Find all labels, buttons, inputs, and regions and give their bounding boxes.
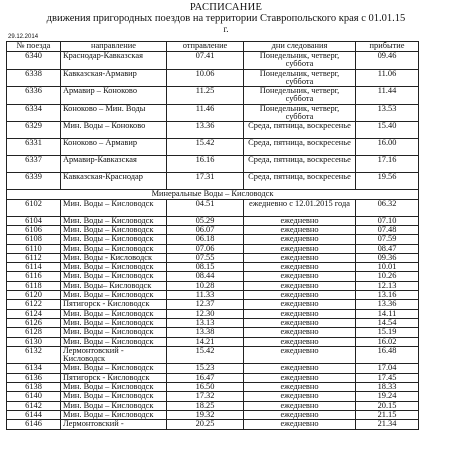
- days-cell: ежедневно: [244, 337, 356, 346]
- table-row: [7, 52, 419, 70]
- arrival-cell: 14.11: [356, 309, 419, 318]
- days-cell: ежедневно: [244, 253, 356, 262]
- departure-cell: 06.07: [167, 225, 244, 234]
- days-cell: ежедневно: [244, 300, 356, 309]
- direction-cell: Мин. Воды – Кисловодск: [61, 364, 167, 373]
- arrival-cell: 17.16: [356, 156, 419, 173]
- departure-cell: 08.15: [167, 263, 244, 272]
- arrival-cell: 19.24: [356, 392, 419, 401]
- arrival-cell: 11.44: [356, 87, 419, 105]
- direction-cell: Мин. Воды – Кисловодск: [61, 401, 167, 410]
- direction-cell: Мин. Воды – Кисловодск: [61, 309, 167, 318]
- schedule-group-regional: [7, 52, 419, 190]
- departure-cell: 11.46: [167, 104, 244, 122]
- direction-cell: Армавир-Кавказская: [61, 156, 167, 173]
- direction-cell: Мин. Воды – Кисловодск: [61, 291, 167, 300]
- direction-cell: Кавказская-Краснодар: [61, 173, 167, 190]
- train-number-cell: 6138: [7, 383, 61, 392]
- table-row: [7, 401, 419, 410]
- departure-cell: 07.06: [167, 244, 244, 253]
- days-cell: ежедневно: [244, 383, 356, 392]
- train-number-cell: 6122: [7, 300, 61, 309]
- table-row: [7, 216, 419, 225]
- departure-cell: 17.32: [167, 392, 244, 401]
- table-row: [7, 309, 419, 318]
- arrival-cell: 09.36: [356, 253, 419, 262]
- table-row: [7, 364, 419, 373]
- direction-cell: Мин. Воды – Кисловодск: [61, 328, 167, 337]
- column-header-days: дни следования: [244, 42, 356, 52]
- departure-cell: 10.28: [167, 281, 244, 290]
- departure-cell: 16.50: [167, 383, 244, 392]
- days-cell: Понедельник, четверг, суббота: [244, 69, 356, 87]
- days-cell: ежедневно: [244, 281, 356, 290]
- schedule-table: [6, 41, 419, 430]
- days-cell: Понедельник, четверг, суббота: [244, 87, 356, 105]
- departure-cell: 12.37: [167, 300, 244, 309]
- departure-cell: 12.30: [167, 309, 244, 318]
- direction-cell: Пятигорск - Кисловодск: [61, 373, 167, 382]
- arrival-cell: 07.48: [356, 225, 419, 234]
- train-number-cell: 6120: [7, 291, 61, 300]
- departure-cell: 10.06: [167, 69, 244, 87]
- table-row: [7, 337, 419, 346]
- train-number-cell: 6114: [7, 263, 61, 272]
- schedule-group-kmv: [7, 199, 419, 429]
- days-cell: ежедневно: [244, 392, 356, 401]
- direction-cell: Мин. Воды – Кисловодск: [61, 199, 167, 216]
- document-title: РАСПИСАНИЕ: [189, 2, 263, 13]
- table-row: [7, 173, 419, 190]
- days-cell: ежедневно: [244, 309, 356, 318]
- departure-cell: 16.47: [167, 373, 244, 382]
- table-row: [7, 104, 419, 122]
- days-cell: ежедневно с 12.01.2015 года: [244, 199, 356, 216]
- days-cell: Среда, пятница, воскресенье: [244, 156, 356, 173]
- departure-cell: 15.42: [167, 139, 244, 156]
- train-number-cell: 6331: [7, 139, 61, 156]
- departure-cell: 06.18: [167, 235, 244, 244]
- departure-cell: 04.51: [167, 199, 244, 216]
- table-row: [7, 87, 419, 105]
- departure-cell: 11.33: [167, 291, 244, 300]
- departure-cell: 15.23: [167, 364, 244, 373]
- table-row: [7, 253, 419, 262]
- days-cell: ежедневно: [244, 291, 356, 300]
- days-cell: ежедневно: [244, 373, 356, 382]
- departure-cell: 18.25: [167, 401, 244, 410]
- table-row: [7, 318, 419, 327]
- schedule-section-header: [7, 190, 419, 199]
- section-title: Минеральные Воды – Кисловодск: [7, 190, 419, 199]
- table-header-row: [7, 42, 419, 52]
- table-row: [7, 291, 419, 300]
- departure-cell: 13.36: [167, 122, 244, 139]
- arrival-cell: 10.26: [356, 272, 419, 281]
- arrival-cell: 08.47: [356, 244, 419, 253]
- departure-cell: 15.42: [167, 346, 244, 364]
- train-number-cell: 6108: [7, 235, 61, 244]
- direction-cell: Мин. Воды – Кисловодск: [61, 263, 167, 272]
- direction-cell: Мин. Воды – Кисловодск: [61, 272, 167, 281]
- direction-cell: Пятигорск - Кисловодск: [61, 300, 167, 309]
- train-number-cell: 6337: [7, 156, 61, 173]
- arrival-cell: 12.13: [356, 281, 419, 290]
- train-number-cell: 6334: [7, 104, 61, 122]
- train-number-cell: 6110: [7, 244, 61, 253]
- departure-cell: 20.25: [167, 420, 244, 429]
- train-number-cell: 6329: [7, 122, 61, 139]
- table-row: [7, 300, 419, 309]
- train-number-cell: 6338: [7, 69, 61, 87]
- days-cell: ежедневно: [244, 216, 356, 225]
- train-number-cell: 6140: [7, 392, 61, 401]
- column-header-direction: направление: [61, 42, 167, 52]
- table-row: [7, 281, 419, 290]
- days-cell: ежедневно: [244, 272, 356, 281]
- direction-cell: Мин. Воды – Кисловодск: [61, 337, 167, 346]
- train-number-cell: 6126: [7, 318, 61, 327]
- train-number-cell: 6132: [7, 346, 61, 364]
- train-number-cell: 6134: [7, 364, 61, 373]
- departure-cell: 13.38: [167, 328, 244, 337]
- direction-cell: Коноково – Мин. Воды: [61, 104, 167, 122]
- direction-cell: Мин. Воды – Кисловодск: [61, 392, 167, 401]
- train-number-cell: 6128: [7, 328, 61, 337]
- departure-cell: 11.25: [167, 87, 244, 105]
- arrival-cell: 15.19: [356, 328, 419, 337]
- table-row: [7, 346, 419, 364]
- arrival-cell: 14.54: [356, 318, 419, 327]
- days-cell: ежедневно: [244, 318, 356, 327]
- document-subtitle-year: г.: [223, 24, 229, 34]
- days-cell: Среда, пятница, воскресенье: [244, 173, 356, 190]
- days-cell: ежедневно: [244, 410, 356, 419]
- train-number-cell: 6118: [7, 281, 61, 290]
- days-cell: ежедневно: [244, 328, 356, 337]
- direction-cell: Лермонтовский - Кисловодск: [61, 346, 167, 364]
- document-subtitle: движения пригородных поездов на территории Ставропольского края с 01.01.15: [46, 13, 406, 24]
- train-number-cell: 6116: [7, 272, 61, 281]
- arrival-cell: 13.16: [356, 291, 419, 300]
- arrival-cell: 21.15: [356, 410, 419, 419]
- column-header-arrival: прибытие: [356, 42, 419, 52]
- departure-cell: 17.31: [167, 173, 244, 190]
- days-cell: Среда, пятница, воскресенье: [244, 139, 356, 156]
- train-number-cell: 6136: [7, 373, 61, 382]
- departure-cell: 19.32: [167, 410, 244, 419]
- days-cell: ежедневно: [244, 346, 356, 364]
- table-row: [7, 225, 419, 234]
- direction-cell: Мин. Воды – Кисловодск: [61, 244, 167, 253]
- direction-cell: Коноково – Армавир: [61, 139, 167, 156]
- train-number-cell: 6106: [7, 225, 61, 234]
- direction-cell: Мин. Воды – Кисловодск: [61, 383, 167, 392]
- table-row: [7, 328, 419, 337]
- column-header-train-number: № поезда: [7, 42, 61, 52]
- days-cell: ежедневно: [244, 263, 356, 272]
- departure-cell: 16.16: [167, 156, 244, 173]
- table-row: [7, 392, 419, 401]
- column-header-departure: отправление: [167, 42, 244, 52]
- days-cell: ежедневно: [244, 364, 356, 373]
- days-cell: ежедневно: [244, 225, 356, 234]
- days-cell: ежедневно: [244, 401, 356, 410]
- direction-cell: Лермонтовский -: [61, 420, 167, 429]
- arrival-cell: 16.02: [356, 337, 419, 346]
- direction-cell: Мин. Воды – Кисловодск: [61, 235, 167, 244]
- direction-cell: Мин. Воды – Коноково: [61, 122, 167, 139]
- train-number-cell: 6102: [7, 199, 61, 216]
- arrival-cell: 07.59: [356, 235, 419, 244]
- table-row: [7, 410, 419, 419]
- arrival-cell: 16.00: [356, 139, 419, 156]
- table-row: [7, 383, 419, 392]
- arrival-cell: 17.04: [356, 364, 419, 373]
- departure-cell: 07.41: [167, 52, 244, 70]
- arrival-cell: 17.45: [356, 373, 419, 382]
- arrival-cell: 10.01: [356, 263, 419, 272]
- days-cell: Среда, пятница, воскресенье: [244, 122, 356, 139]
- arrival-cell: 13.53: [356, 104, 419, 122]
- arrival-cell: 13.36: [356, 300, 419, 309]
- arrival-cell: 06.32: [356, 199, 419, 216]
- arrival-cell: 09.46: [356, 52, 419, 70]
- table-row: [7, 373, 419, 382]
- departure-cell: 14.21: [167, 337, 244, 346]
- arrival-cell: 18.33: [356, 383, 419, 392]
- train-number-cell: 6339: [7, 173, 61, 190]
- departure-cell: 08.44: [167, 272, 244, 281]
- direction-cell: Мин. Воды – Кисловодск: [61, 318, 167, 327]
- days-cell: ежедневно: [244, 244, 356, 253]
- direction-cell: Мин. Воды – Кисловодск: [61, 216, 167, 225]
- days-cell: ежедневно: [244, 420, 356, 429]
- train-number-cell: 6340: [7, 52, 61, 70]
- departure-cell: 05.29: [167, 216, 244, 225]
- days-cell: Понедельник, четверг, суббота: [244, 52, 356, 70]
- table-row: [7, 420, 419, 429]
- direction-cell: Кавказская-Армавир: [61, 69, 167, 87]
- document-date: 29.12.2014: [8, 34, 39, 40]
- train-number-cell: 6112: [7, 253, 61, 262]
- train-number-cell: 6146: [7, 420, 61, 429]
- departure-cell: 07.55: [167, 253, 244, 262]
- arrival-cell: 21.34: [356, 420, 419, 429]
- table-row: [7, 244, 419, 253]
- arrival-cell: 16.48: [356, 346, 419, 364]
- train-number-cell: 6124: [7, 309, 61, 318]
- arrival-cell: 11.06: [356, 69, 419, 87]
- arrival-cell: 19.56: [356, 173, 419, 190]
- table-row: [7, 263, 419, 272]
- table-row: [7, 156, 419, 173]
- train-number-cell: 6142: [7, 401, 61, 410]
- table-row: [7, 272, 419, 281]
- direction-cell: Мин. Воды – Кисловодск: [61, 410, 167, 419]
- arrival-cell: 15.40: [356, 122, 419, 139]
- table-row: [7, 235, 419, 244]
- direction-cell: Мин. Воды– Кисловодск: [61, 281, 167, 290]
- section-title-row: [7, 190, 419, 199]
- table-row: [7, 69, 419, 87]
- train-number-cell: 6104: [7, 216, 61, 225]
- direction-cell: Краснодар-Кавказская: [61, 52, 167, 70]
- direction-cell: Мин. Воды – Кисловодск: [61, 225, 167, 234]
- train-number-cell: 6144: [7, 410, 61, 419]
- train-number-cell: 6336: [7, 87, 61, 105]
- direction-cell: Армавир – Коноково: [61, 87, 167, 105]
- arrival-cell: 07.10: [356, 216, 419, 225]
- train-number-cell: 6130: [7, 337, 61, 346]
- direction-cell: Мин. Воды - Кисловодск: [61, 253, 167, 262]
- table-row: [7, 139, 419, 156]
- arrival-cell: 20.15: [356, 401, 419, 410]
- departure-cell: 13.13: [167, 318, 244, 327]
- table-row: [7, 122, 419, 139]
- days-cell: Понедельник, четверг, суббота: [244, 104, 356, 122]
- days-cell: ежедневно: [244, 235, 356, 244]
- table-row: [7, 199, 419, 216]
